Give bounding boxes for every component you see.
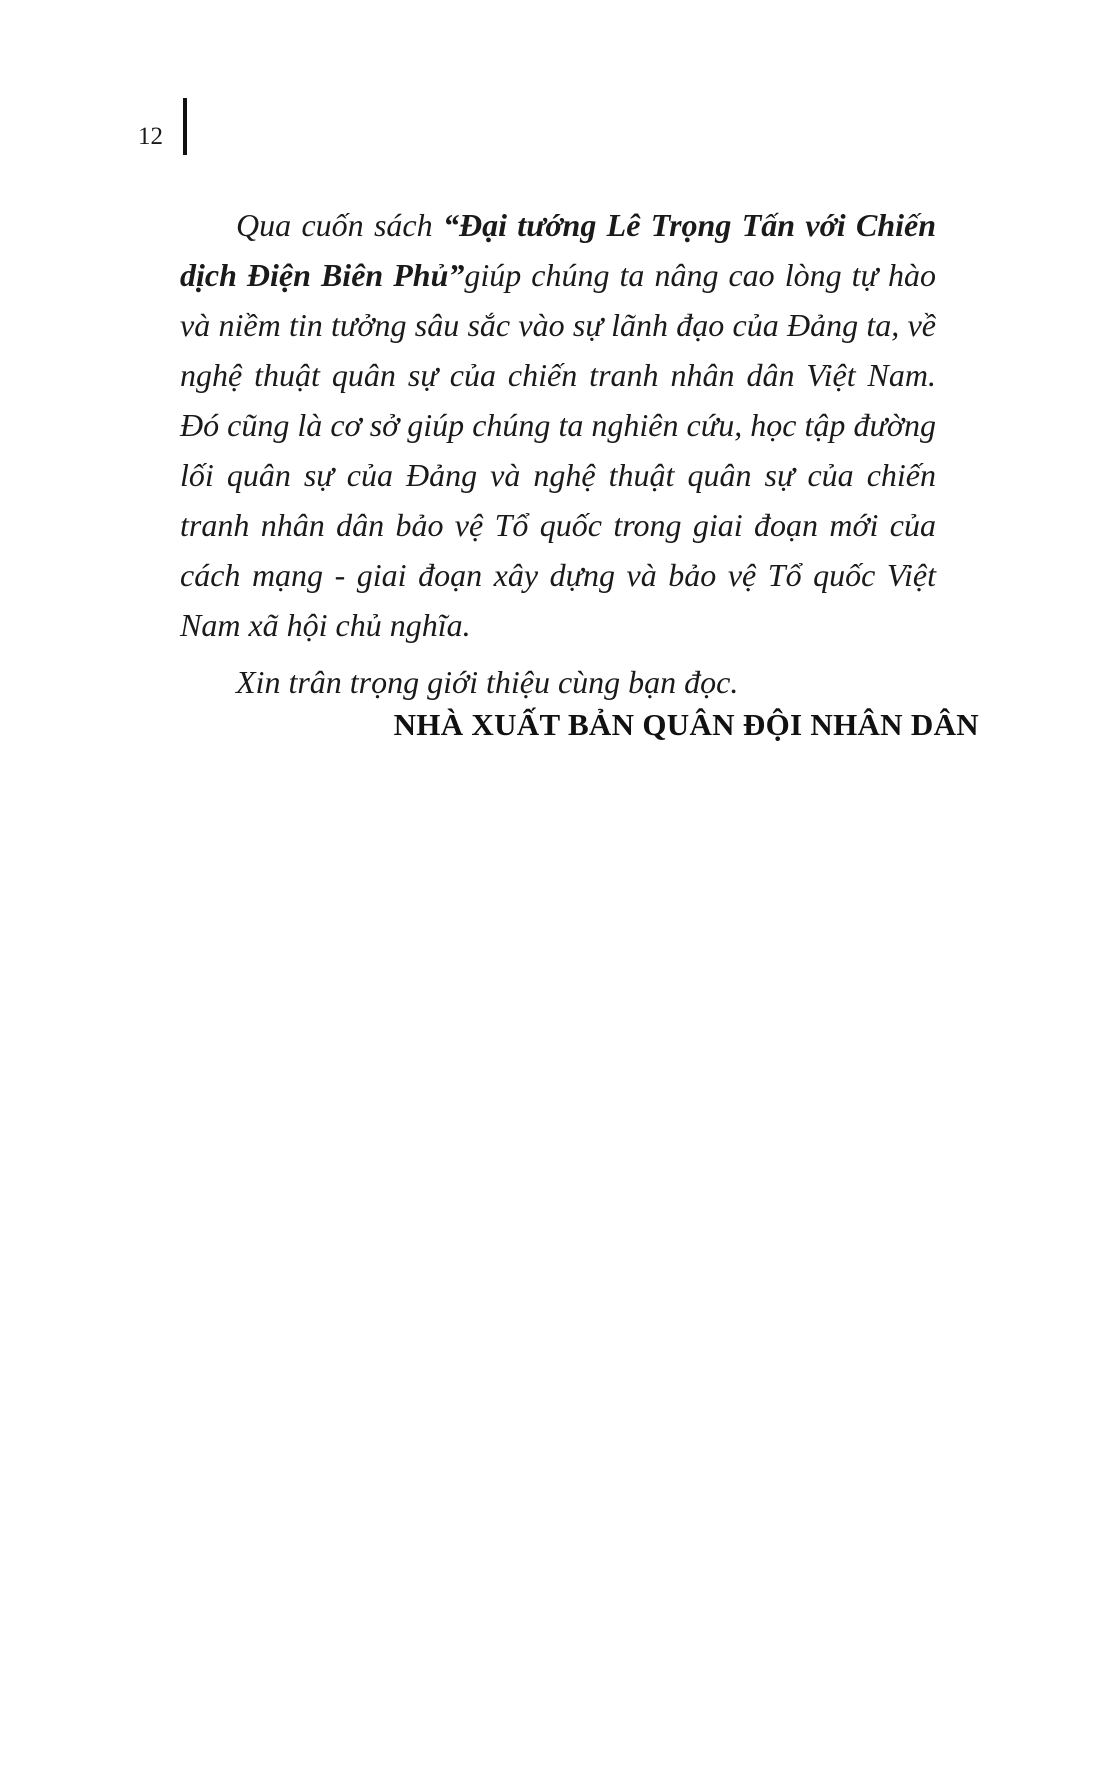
page-number: 12 bbox=[138, 123, 163, 150]
book-title: “Đại tướng Lê Trọng Tấn với Chiến dịch Điện Biên Phủ” bbox=[180, 207, 936, 293]
publisher-signature: NHÀ XUẤT BẢN QUÂN ĐỘI NHÂN DÂN bbox=[393, 707, 979, 742]
page-number-divider bbox=[183, 98, 187, 155]
paragraph-intro-rest: giúp chúng ta nâng cao lòng tự hào và niềm tin tưởng sâu sắc vào sự lãnh đạo của Đảng ta, về nghệ thuật quân sự của chiến tranh nhân dân Việt Nam. Đó cũng là cơ sở giúp chúng ta nghiên cứu, học tập đường lối quân sự của Đảng và nghệ thuật quân sự của chiến tranh nhân dân bảo vệ Tổ quốc trong giai đoạn mới của cách mạng - giai đoạn xây dựng và bảo vệ Tổ quốc Việt Nam xã hội chủ nghĩa. bbox=[180, 257, 936, 643]
body-text bbox=[180, 200, 936, 707]
paragraph-intro bbox=[180, 200, 936, 650]
paragraph-closing: Xin trân trọng giới thiệu cùng bạn đọc. bbox=[236, 664, 739, 700]
paragraph-intro-lead: Qua cuốn sách bbox=[236, 207, 443, 243]
